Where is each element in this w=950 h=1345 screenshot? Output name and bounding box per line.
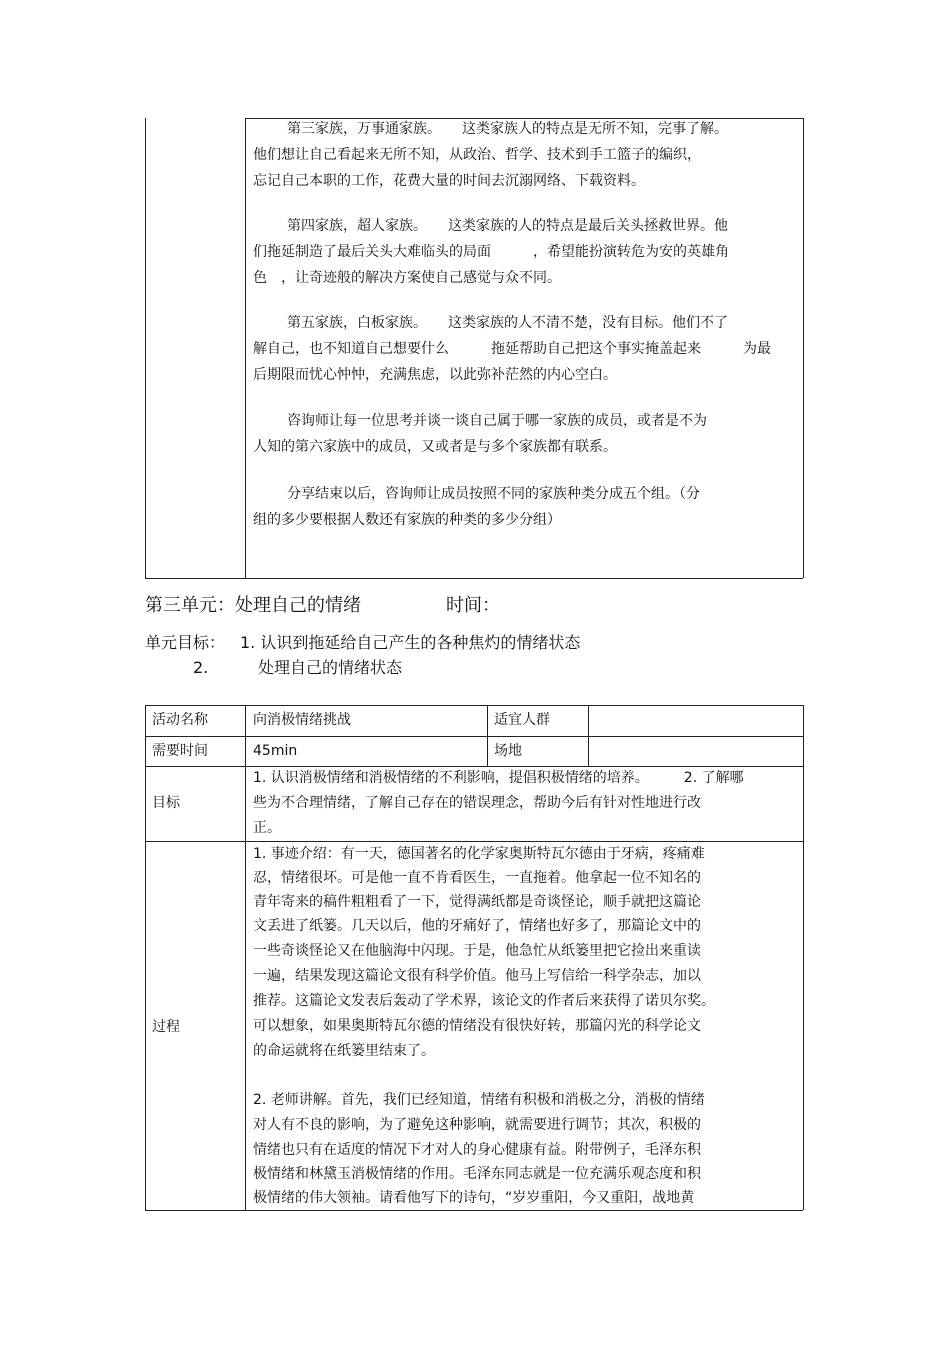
process-line: 2. 老师讲解。首先，我们已经知道，情绪有积极和消极之分，消极的情绪: [253, 1092, 705, 1108]
goal-line-2: 些为不合理情绪，了解自己存在的错误理念，帮助今后有针对性地进行改: [253, 795, 701, 811]
unit-goal-label: 单元目标：: [145, 633, 226, 652]
process-line: 对人有不良的影响，为了避免这种影响，就需要进行调节；其次，积极的: [253, 1117, 701, 1133]
grouping-line-2: 组的多少要根据人数还有家族的种类的多少分组）: [253, 512, 561, 528]
process-line: 一些奇谈怪论又在他脑海中闪现。于是，他急忙从纸篓里把它捡出来重读: [253, 943, 701, 959]
process-line: 极情绪的伟大领袖。请看他写下的诗句，“岁岁重阳，今又重阳，战地黄: [253, 1190, 695, 1206]
activity-table-left-border: [145, 705, 146, 1210]
family-three-line-2: 他们想让自己看起来无所不知，从政治、哲学、技术到手工篮子的编织，: [253, 147, 701, 163]
family-five-line-2: 解自己，也不知道自己想要什么 拖延帮助自己把这个事实掩盖起来 为最: [253, 341, 771, 357]
family-four-line-1: 第四家族，超人家族。 这类家族的人的特点是最后关头拯救世界。他: [287, 218, 728, 234]
activity-table-bottom-border: [145, 1210, 803, 1211]
top-table-right-border: [803, 118, 804, 578]
family-four-line-2: 们拖延制造了最后关头大难临头的局面 ，希望能扮演转危为安的英雄角: [253, 244, 729, 260]
activity-name-label: 活动名称: [152, 712, 208, 728]
goal-label: 目标: [152, 795, 180, 811]
time-needed-value: 45min: [253, 743, 298, 759]
process-label: 过程: [152, 1019, 180, 1035]
process-line: 推荐。这篇论文发表后轰动了学术界，该论文的作者后来获得了诺贝尔奖。: [253, 993, 715, 1009]
top-table-bottom-border: [145, 578, 803, 579]
family-three-line-3: 忘记自己本职的工作，花费大量的时间去沉溺网络、下载资料。: [253, 173, 645, 189]
family-five-line-3: 后期限而忧心忡忡，充满焦虑，以此弥补茫然的内心空白。: [253, 367, 617, 383]
process-line: 极情绪和林黛玉消极情绪的作用。毛泽东同志就是一位充满乐观态度和积: [253, 1166, 701, 1182]
unit-goal-2-number: 2.: [193, 658, 209, 677]
grouping-line-1: 分享结束以后，咨询师让成员按照不同的家族种类分成五个组。（分: [287, 486, 700, 502]
process-line: 的命运就将在纸篓里结束了。: [253, 1043, 435, 1059]
family-five-line-1: 第五家族，白板家族。 这类家族的人不清不楚，没有目标。他们不了: [287, 315, 728, 331]
venue-label: 场地: [494, 743, 522, 759]
unit-title: 第三单元：处理自己的情绪: [145, 595, 361, 616]
family-four-line-3: 色 ，让奇迹般的解决方案使自己感觉与众不同。: [253, 270, 561, 286]
time-needed-label: 需要时间: [152, 743, 208, 759]
activity-table-top-border: [145, 705, 803, 706]
activity-table-row-1-border: [145, 736, 803, 737]
process-line: 青年寄来的稿件粗粗看了一下，觉得满纸都是奇谈怪论，顺手就把这篇论: [253, 894, 701, 910]
goal-line-1: 1. 认识消极情绪和消极情绪的不利影响，提倡积极情绪的培养。 2. 了解哪: [253, 770, 744, 786]
process-line: 情绪也只有在适度的情况下才对人的身心健康有益。附带例子，毛泽东积: [253, 1142, 701, 1158]
activity-table-column-divider: [245, 705, 246, 1210]
counselor-question-line-1: 咨询师让每一位思考并谈一谈自己属于哪一家族的成员，或者是不为: [287, 413, 707, 429]
activity-table-right-border: [803, 705, 804, 1210]
activity-table-row-3-border: [145, 841, 803, 842]
family-three-line-1: 第三家族，万事通家族。 这类家族人的特点是无所不知，完事了解。: [287, 121, 728, 137]
process-line: 一遍，结果发现这篇论文很有科学价值。他马上写信给一科学杂志，加以: [253, 968, 701, 984]
counselor-question-line-2: 人知的第六家族中的成员，又或者是与多个家族都有联系。: [253, 439, 617, 455]
unit-goal-1: 1. 认识到拖延给自己产生的各种焦灼的情绪状态: [240, 633, 581, 652]
top-table-left-border: [145, 118, 146, 578]
unit-goal-2: 处理自己的情绪状态: [258, 658, 403, 677]
top-table-column-divider: [245, 118, 246, 578]
process-line: 可以想象，如果奥斯特瓦尔德的情绪没有很快好转，那篇闪光的科学论文: [253, 1018, 701, 1034]
unit-time-label: 时间：: [446, 595, 500, 616]
activity-name-value: 向消极情绪挑战: [253, 712, 351, 728]
process-line: 文丢进了纸篓。几天以后，他的牙痛好了，情绪也好多了，那篇论文中的: [253, 918, 701, 934]
goal-line-3: 正。: [253, 820, 281, 836]
process-line: 忍，情绪很坏。可是他一直不肯看医生，一直拖着。他拿起一位不知名的: [253, 870, 701, 886]
process-line: 1. 事迹介绍：有一天，德国著名的化学家奥斯特瓦尔德由于牙病，疼痛难: [253, 846, 705, 862]
audience-label: 适宜人群: [494, 712, 550, 728]
